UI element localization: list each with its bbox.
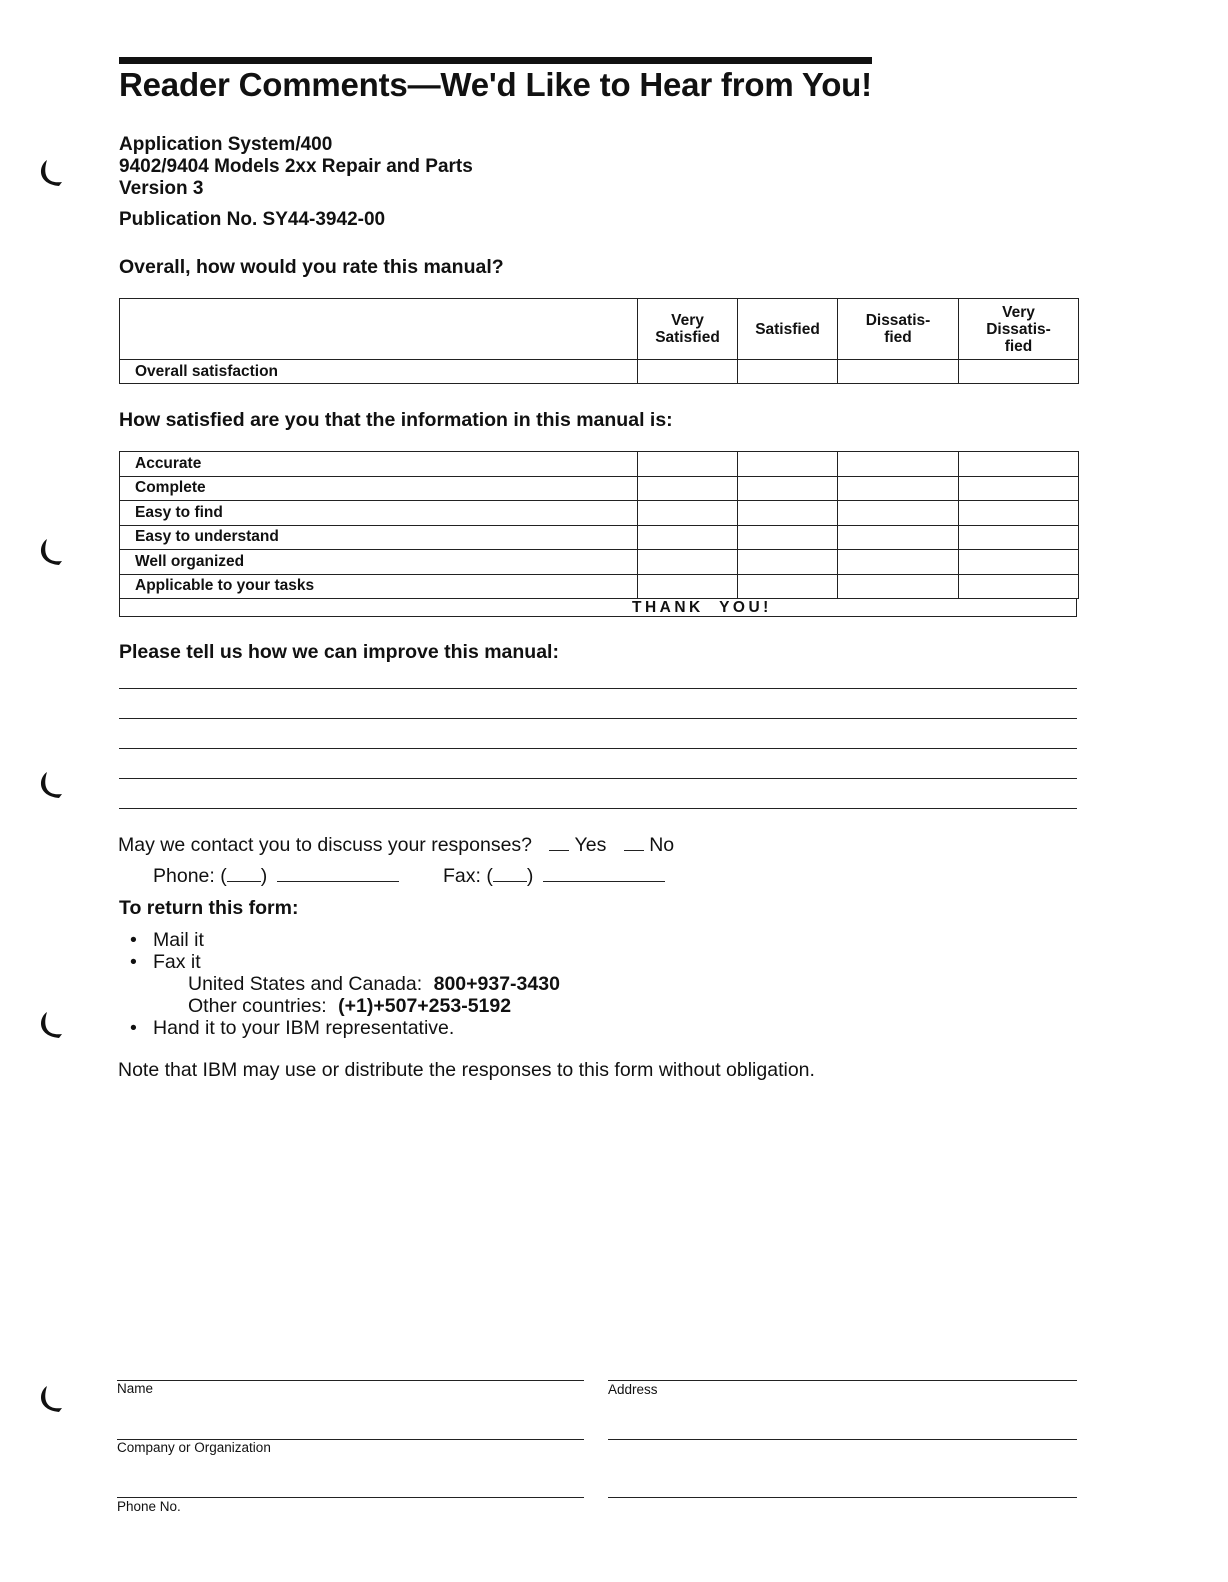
binder-hole-mark-icon (32, 158, 66, 192)
title-rule (119, 57, 872, 64)
phone-label: Phone: ( (153, 865, 227, 887)
phone-paren: ) (260, 865, 268, 887)
publication-number: Publication No. SY44-3942-00 (119, 209, 386, 230)
no-blank[interactable] (624, 834, 644, 851)
binder-hole-mark-icon (32, 770, 66, 804)
improve-question: Please tell us how we can improve this manual: (119, 641, 559, 663)
rating-cell[interactable] (959, 550, 1079, 575)
list-item: • Hand it to your IBM representative. (130, 1017, 455, 1039)
address-field-line-3[interactable] (608, 1497, 1077, 1498)
us-canada-label: United States and Canada: (188, 973, 423, 995)
fax-line (443, 865, 665, 888)
comment-line[interactable] (119, 808, 1077, 809)
thank-you-row (119, 599, 1077, 617)
rating-cell[interactable] (738, 452, 838, 477)
comment-line[interactable] (119, 778, 1077, 779)
rating-header-blank (120, 299, 638, 360)
rating-cell[interactable] (738, 476, 838, 501)
contact-question: May we contact you to discuss your responses? (118, 834, 533, 856)
contact-question-line (118, 834, 674, 857)
fax-label: Fax: ( (443, 865, 493, 887)
address-field-line-2[interactable] (608, 1439, 1077, 1440)
list-item: • Fax it (130, 951, 201, 973)
phone-number-blank[interactable] (277, 865, 399, 882)
rating-cell[interactable] (838, 476, 959, 501)
list-item: • Mail it (130, 929, 204, 951)
column-dissatisfied: Dissatis- fied (838, 299, 959, 360)
column-very-dissatisfied: Very Dissatis- fied (959, 299, 1079, 360)
other-countries-label: Other countries: (188, 995, 327, 1017)
binder-hole-mark-icon (32, 1010, 66, 1044)
information-rating-table (119, 451, 1079, 599)
row-well-organized: Well organized (120, 550, 638, 575)
rating-cell[interactable] (959, 452, 1079, 477)
publication-line-3: Version 3 (119, 178, 204, 199)
name-label: Name (117, 1381, 154, 1396)
rating-cell[interactable] (838, 360, 959, 384)
address-field[interactable] (608, 1380, 1077, 1381)
fax-paren: ) (526, 865, 534, 887)
name-field[interactable] (117, 1380, 584, 1381)
rating-cell[interactable] (638, 574, 738, 599)
rating-cell[interactable] (838, 574, 959, 599)
rating-cell[interactable] (638, 476, 738, 501)
return-heading: To return this form: (119, 897, 299, 919)
row-applicable-to-tasks: Applicable to your tasks (120, 574, 638, 599)
row-overall-satisfaction: Overall satisfaction (120, 360, 638, 384)
information-question: How satisfied are you that the information in this manual is: (119, 409, 673, 431)
rating-cell[interactable] (959, 525, 1079, 550)
no-label: No (649, 834, 675, 856)
comment-line[interactable] (119, 688, 1077, 689)
column-very-satisfied: Very Satisfied (638, 299, 738, 360)
rating-cell[interactable] (838, 525, 959, 550)
rating-cell[interactable] (638, 550, 738, 575)
fax-number-blank[interactable] (543, 865, 665, 882)
fax-other-countries (188, 995, 511, 1018)
us-canada-number: 800+937-3430 (433, 973, 560, 995)
yes-blank[interactable] (549, 834, 569, 851)
rating-cell[interactable] (738, 525, 838, 550)
row-easy-to-understand: Easy to understand (120, 525, 638, 550)
rating-cell[interactable] (738, 360, 838, 384)
phone-line (153, 865, 399, 888)
yes-label: Yes (574, 834, 607, 856)
rating-cell[interactable] (638, 360, 738, 384)
rating-cell[interactable] (838, 452, 959, 477)
rating-cell[interactable] (838, 501, 959, 526)
rating-cell[interactable] (638, 501, 738, 526)
rating-cell[interactable] (738, 501, 838, 526)
rating-cell[interactable] (838, 550, 959, 575)
binder-hole-mark-icon (32, 1384, 66, 1418)
phone-no-label: Phone No. (117, 1499, 181, 1514)
rating-cell[interactable] (738, 574, 838, 599)
phone-area-code-blank[interactable] (227, 865, 261, 882)
publication-line-2: 9402/9404 Models 2xx Repair and Parts (119, 156, 473, 177)
rating-cell[interactable] (959, 574, 1079, 599)
overall-rating-table (119, 298, 1079, 384)
rating-cell[interactable] (959, 501, 1079, 526)
row-accurate: Accurate (120, 452, 638, 477)
row-easy-to-find: Easy to find (120, 501, 638, 526)
obligation-note: Note that IBM may use or distribute the responses to this form without obligation. (118, 1059, 815, 1081)
phone-field[interactable] (117, 1497, 584, 1498)
column-satisfied: Satisfied (738, 299, 838, 360)
address-label: Address (608, 1382, 658, 1397)
other-countries-number: (+1)+507+253-5192 (338, 995, 512, 1017)
fax-us-canada (188, 973, 560, 996)
rating-cell[interactable] (638, 525, 738, 550)
comment-line[interactable] (119, 718, 1077, 719)
rating-cell[interactable] (959, 476, 1079, 501)
binder-hole-mark-icon (32, 537, 66, 571)
comment-line[interactable] (119, 748, 1077, 749)
rating-cell[interactable] (638, 452, 738, 477)
overall-rating-question: Overall, how would you rate this manual? (119, 256, 504, 278)
page-title: Reader Comments—We'd Like to Hear from You! (119, 66, 872, 103)
fax-area-code-blank[interactable] (493, 865, 527, 882)
rating-cell[interactable] (959, 360, 1079, 384)
publication-line-1: Application System/400 (119, 134, 333, 155)
rating-cell[interactable] (738, 550, 838, 575)
company-label: Company or Organization (117, 1440, 271, 1455)
thank-you-text: THANK YOU! (632, 599, 772, 616)
row-complete: Complete (120, 476, 638, 501)
